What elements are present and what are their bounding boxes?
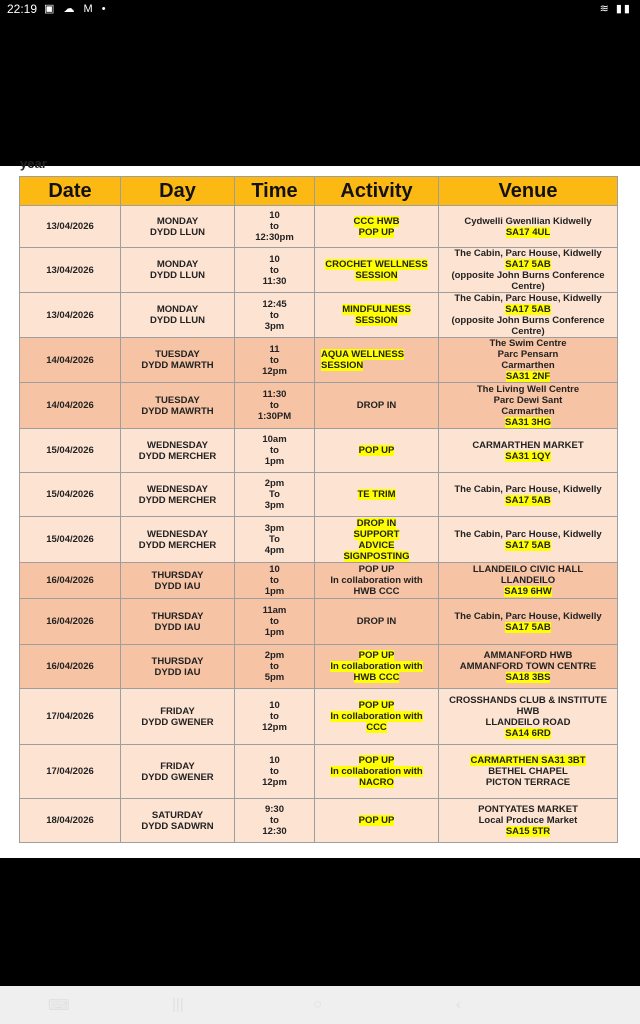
cell-date: 17/04/2026 (20, 689, 121, 745)
venue-line: The Living Well Centre (476, 383, 580, 395)
time-line: 2pm (264, 478, 285, 489)
venue-line: SA17 4UL (505, 226, 551, 238)
day-line: MONDAY (156, 259, 199, 270)
day-line: DYDD MERCHER (138, 539, 217, 551)
cell-time (235, 599, 315, 645)
time-line: To (269, 534, 280, 545)
cell-activity (315, 745, 439, 799)
day-line: DYDD LLUN (150, 226, 205, 238)
time-line: 12pm (262, 365, 287, 377)
time-line: 1pm (264, 627, 285, 638)
venue-line: SA17 5AB (505, 494, 551, 506)
cell-venue (439, 745, 618, 799)
schedule-image (0, 156, 640, 858)
activity-line: SESSION (355, 315, 398, 326)
cell-date: 16/04/2026 (20, 599, 121, 645)
cell-day (121, 383, 235, 429)
cell-day (121, 473, 235, 517)
time-line: to (270, 766, 279, 777)
venue-line: Parc Dewi Sant (493, 394, 563, 406)
cell-time (235, 248, 315, 293)
venue-line: SA31 3HG (505, 416, 551, 428)
cell-day (121, 293, 235, 338)
header-date: Date (20, 177, 121, 206)
day-line: SATURDAY (151, 809, 204, 821)
day-line: DYDD MAWRTH (141, 360, 214, 371)
cell-date: 18/04/2026 (20, 799, 121, 843)
activity-line: In collaboration with (330, 575, 423, 586)
table-row (20, 599, 618, 645)
day-line: THURSDAY (151, 569, 204, 581)
venue-line: Local Produce Market (478, 815, 578, 826)
back-button[interactable]: ‹ (456, 996, 461, 1013)
time-line: 9:30 (264, 804, 284, 815)
activity-line: ADVICE (358, 539, 395, 551)
time-line: 11:30 (262, 389, 287, 400)
recents-button[interactable]: ||| (172, 996, 184, 1013)
time-line: to (270, 616, 279, 627)
cell-venue (439, 206, 618, 248)
cell-day (121, 563, 235, 599)
time-line: 10am (262, 434, 287, 445)
cell-activity (315, 248, 439, 293)
table-row (20, 429, 618, 473)
cell-activity (315, 429, 439, 473)
venue-line: AMMANFORD TOWN CENTRE (459, 661, 597, 672)
cell-activity (315, 206, 439, 248)
time-line: 3pm (264, 500, 285, 511)
cell-day (121, 599, 235, 645)
table-row (20, 517, 618, 563)
venue-line: Cydwelli Gwenllian Kidwelly (464, 215, 592, 227)
time-line: 12pm (262, 722, 287, 733)
venue-line: SA19 6HW (504, 586, 552, 597)
table-row (20, 293, 618, 338)
cell-date: 16/04/2026 (20, 563, 121, 599)
venue-line: Parc Pensarn (497, 349, 559, 360)
time-line: to (270, 445, 279, 456)
cell-date: 15/04/2026 (20, 517, 121, 563)
cell-date: 13/04/2026 (20, 206, 121, 248)
table-row (20, 248, 618, 293)
day-line: WEDNESDAY (147, 483, 208, 495)
activity-line: DROP IN (356, 517, 397, 529)
venue-line: CARMARTHEN SA31 3BT (470, 755, 586, 766)
cell-date: 15/04/2026 (20, 429, 121, 473)
activity-line: HWB CCC (353, 672, 400, 683)
cell-date: 16/04/2026 (20, 645, 121, 689)
header-day: Day (121, 177, 235, 206)
cell-activity (315, 563, 439, 599)
venue-line: SA17 5AB (505, 259, 551, 270)
venue-line: The Swim Centre (489, 338, 567, 349)
cell-time (235, 517, 315, 563)
activity-line: DROP IN (356, 400, 397, 411)
cell-venue (439, 248, 618, 293)
venue-line: AMMANFORD HWB (483, 650, 573, 661)
cell-time (235, 293, 315, 338)
activity-line: POP UP (358, 650, 395, 661)
cell-activity (315, 517, 439, 563)
cell-day (121, 517, 235, 563)
venue-line: CARMARTHEN MARKET (472, 439, 584, 451)
table-row (20, 645, 618, 689)
venue-line: SA31 1QY (505, 450, 551, 462)
activity-line: SESSION (321, 360, 364, 371)
table-row (20, 745, 618, 799)
venue-line: CROSSHANDS CLUB & INSTITUTE (449, 694, 607, 706)
activity-line: POP UP (358, 445, 395, 456)
day-line: DYDD SADWRN (141, 820, 214, 832)
activity-line: TE TRIM (357, 489, 396, 500)
venue-line: The Cabin, Parc House, Kidwelly (454, 248, 602, 259)
time-line: to (270, 815, 279, 826)
activity-line: CCC HWB (353, 215, 400, 227)
header-time: Time (235, 177, 315, 206)
venue-line: PICTON TERRACE (485, 777, 571, 788)
table-row (20, 338, 618, 383)
cell-time (235, 473, 315, 517)
venue-line: BETHEL CHAPEL (488, 766, 568, 777)
venue-line: The Cabin, Parc House, Kidwelly (454, 293, 602, 304)
time-line: 10 (269, 755, 280, 766)
time-line: 10 (269, 253, 280, 265)
cell-day (121, 689, 235, 745)
venue-line: LLANDEILO (500, 575, 556, 586)
time-line: 2pm (264, 650, 285, 661)
activity-line: In collaboration with (330, 711, 423, 722)
cell-date: 13/04/2026 (20, 248, 121, 293)
time-line: 11 (269, 343, 280, 355)
cell-activity (315, 473, 439, 517)
day-line: THURSDAY (151, 655, 204, 667)
cell-venue (439, 338, 618, 383)
table-row (20, 563, 618, 599)
cell-date: 17/04/2026 (20, 745, 121, 799)
wifi-battery-icons: ≋ ▮▮ (599, 3, 632, 15)
notification-icons: ▣ ☁ M • (44, 3, 109, 15)
table-row (20, 383, 618, 429)
cell-venue (439, 799, 618, 843)
day-line: DYDD GWENER (141, 771, 214, 783)
cell-time (235, 563, 315, 599)
cell-date: 15/04/2026 (20, 473, 121, 517)
time-line: 3pm (264, 523, 285, 534)
day-line: THURSDAY (151, 610, 204, 622)
time-line: to (270, 264, 279, 276)
cell-day (121, 248, 235, 293)
venue-line: (opposite John Burns Conference (451, 315, 605, 326)
venue-line: The Cabin, Parc House, Kidwelly (454, 528, 602, 540)
home-button[interactable]: ○ (313, 996, 323, 1013)
time-line: To (269, 489, 280, 500)
activity-line: HWB CCC (353, 586, 400, 597)
activity-line: MINDFULNESS (342, 304, 411, 315)
venue-line: SA17 5AB (505, 304, 551, 315)
cell-day (121, 799, 235, 843)
activity-line: AQUA WELLNESS (321, 349, 405, 360)
clock: 22:19 (7, 2, 38, 16)
day-line: DYDD MERCHER (138, 494, 217, 506)
cell-time (235, 689, 315, 745)
activity-line: POP UP (358, 700, 395, 711)
activity-line: CROCHET WELLNESS (325, 259, 428, 270)
cell-venue (439, 293, 618, 338)
venue-line: Carmarthen (501, 405, 555, 417)
time-line: 12pm (262, 777, 287, 788)
schedule-table (19, 176, 618, 843)
venue-line: Centre) (511, 281, 545, 292)
day-line: MONDAY (156, 304, 199, 315)
cell-activity (315, 599, 439, 645)
venue-line: SA31 2NF (505, 371, 551, 382)
venue-line: SA18 3BS (505, 672, 551, 683)
venue-line: The Cabin, Parc House, Kidwelly (454, 610, 602, 622)
time-line: to (270, 400, 279, 411)
activity-line: In collaboration with (330, 766, 423, 777)
day-line: DYDD IAU (154, 621, 201, 633)
venue-line: SA17 5AB (505, 539, 551, 551)
time-line: 11am (262, 605, 287, 616)
time-line: 11:30 (262, 275, 287, 287)
time-line: 10 (269, 210, 280, 221)
cell-venue (439, 517, 618, 563)
status-bar (0, 0, 640, 18)
table-row (20, 473, 618, 517)
day-line: DYDD LLUN (150, 315, 205, 326)
header-venue: Venue (439, 177, 618, 206)
table-header-row (20, 177, 618, 206)
venue-line: The Cabin, Parc House, Kidwelly (454, 483, 602, 495)
time-line: 5pm (264, 672, 285, 683)
cell-time (235, 745, 315, 799)
activity-line: POP UP (358, 226, 395, 238)
day-line: DYDD MERCHER (138, 450, 217, 462)
activity-line: CCC (366, 722, 387, 733)
time-line: 4pm (264, 545, 285, 556)
header-activity: Activity (315, 177, 439, 206)
table-row (20, 689, 618, 745)
cell-date: 13/04/2026 (20, 293, 121, 338)
cell-activity (315, 799, 439, 843)
cell-time (235, 383, 315, 429)
cell-time (235, 799, 315, 843)
time-line: to (270, 575, 279, 586)
cell-time (235, 338, 315, 383)
time-line: 12:30 (262, 826, 287, 837)
time-line: 1:30PM (257, 411, 292, 422)
venue-line: Carmarthen (501, 360, 555, 371)
activity-line: POP UP (358, 564, 395, 575)
navigation-bar (0, 986, 640, 1024)
keyboard-icon[interactable]: ⌨ (48, 997, 70, 1014)
cell-venue (439, 645, 618, 689)
cut-off-text: year (20, 156, 47, 171)
time-line: to (270, 309, 279, 321)
time-line: 10 (269, 564, 280, 575)
cell-day (121, 206, 235, 248)
venue-line: SA14 6RD (505, 727, 551, 739)
cell-venue (439, 429, 618, 473)
cell-venue (439, 563, 618, 599)
activity-line: POP UP (358, 755, 395, 766)
cell-day (121, 429, 235, 473)
cell-day (121, 645, 235, 689)
day-line: FRIDAY (160, 760, 195, 772)
cell-venue (439, 599, 618, 645)
cell-time (235, 206, 315, 248)
time-line: to (270, 661, 279, 672)
cell-day (121, 338, 235, 383)
table-row (20, 206, 618, 248)
time-line: to (270, 221, 279, 232)
table-row (20, 799, 618, 843)
day-line: TUESDAY (155, 394, 200, 406)
cell-venue (439, 473, 618, 517)
day-line: MONDAY (156, 215, 199, 227)
venue-line: LLANDEILO CIVIC HALL (472, 564, 584, 575)
day-line: DYDD IAU (154, 580, 201, 592)
venue-line: SA15 5TR (505, 826, 551, 837)
time-line: 1pm (264, 586, 285, 597)
cell-time (235, 429, 315, 473)
activity-line: NACRO (359, 777, 394, 788)
cell-date: 14/04/2026 (20, 383, 121, 429)
activity-line: SESSION (355, 270, 398, 281)
time-line: 12:45 (262, 298, 287, 310)
activity-line: POP UP (358, 815, 395, 826)
day-line: WEDNESDAY (147, 528, 208, 540)
venue-line: LLANDEILO ROAD (485, 716, 571, 728)
day-line: DYDD IAU (154, 666, 201, 678)
day-line: WEDNESDAY (147, 439, 208, 451)
day-line: DYDD GWENER (141, 716, 214, 728)
cell-venue (439, 383, 618, 429)
day-line: DYDD MAWRTH (141, 405, 214, 417)
cell-activity (315, 338, 439, 383)
day-line: TUESDAY (155, 349, 200, 360)
venue-line: HWB (516, 705, 540, 717)
cell-activity (315, 689, 439, 745)
time-line: to (270, 354, 279, 366)
cell-activity (315, 645, 439, 689)
activity-line: DROP IN (356, 616, 397, 627)
venue-line: (opposite John Burns Conference (451, 270, 605, 281)
cell-activity (315, 293, 439, 338)
activity-line: In collaboration with (330, 661, 423, 672)
day-line: DYDD LLUN (150, 270, 205, 281)
cell-time (235, 645, 315, 689)
venue-line: PONTYATES MARKET (478, 804, 578, 815)
venue-line: SA17 5AB (505, 621, 551, 633)
activity-line: SIGNPOSTING (343, 550, 410, 562)
cell-day (121, 745, 235, 799)
cell-date: 14/04/2026 (20, 338, 121, 383)
time-line: 10 (269, 700, 280, 711)
cell-venue (439, 689, 618, 745)
day-line: FRIDAY (160, 705, 195, 717)
time-line: 3pm (264, 320, 285, 332)
time-line: to (270, 711, 279, 722)
time-line: 12:30pm (255, 232, 294, 243)
activity-line: SUPPORT (353, 528, 400, 540)
venue-line: Centre) (511, 326, 545, 337)
cell-activity (315, 383, 439, 429)
time-line: 1pm (264, 456, 285, 467)
